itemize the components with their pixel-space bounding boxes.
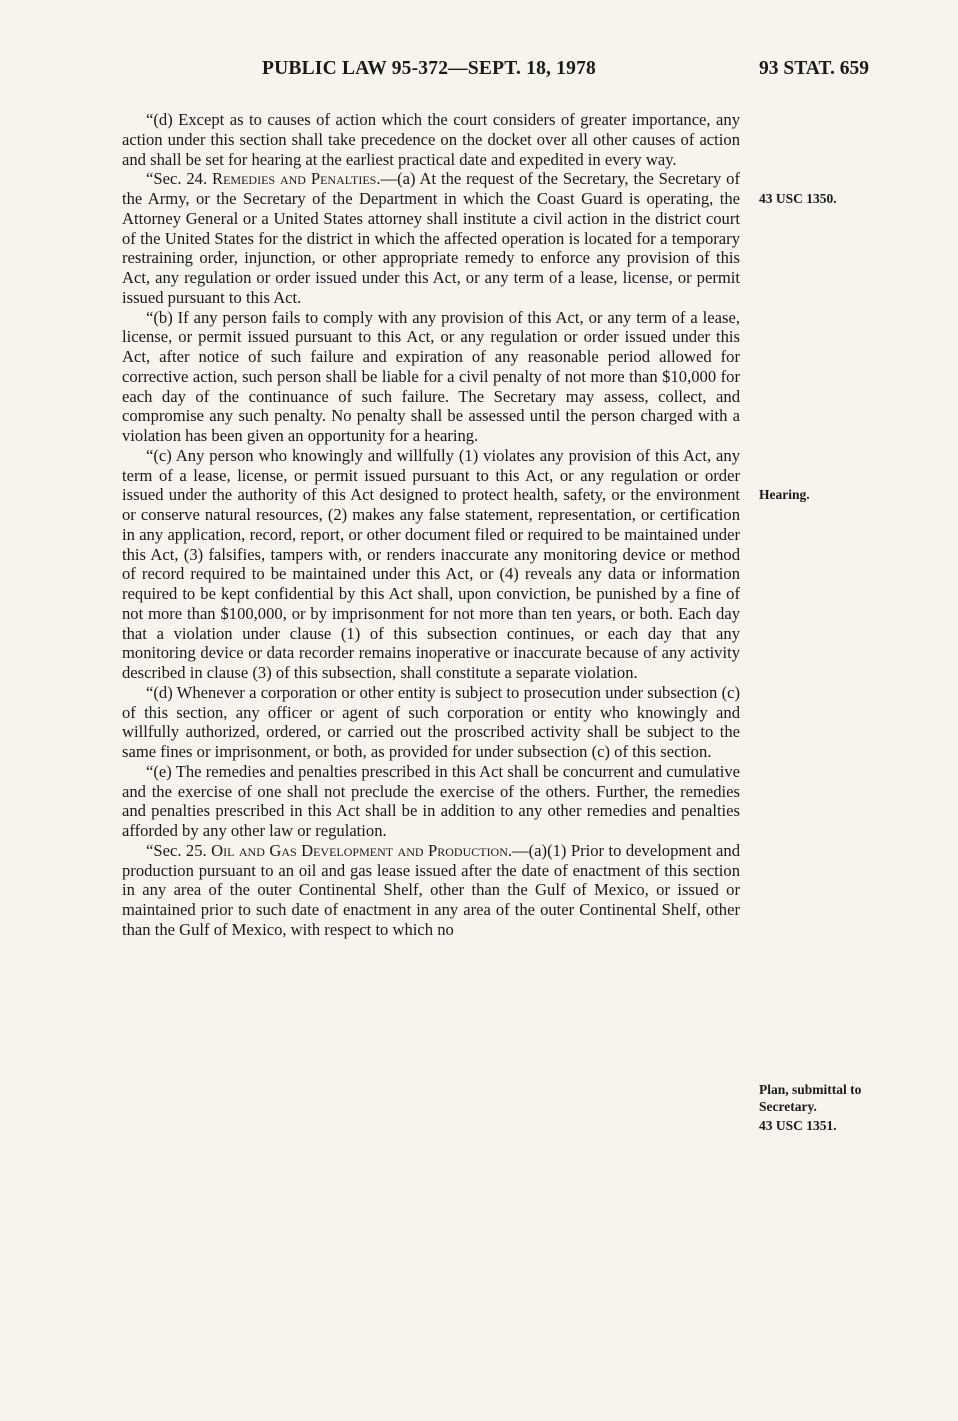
margin-note-43-usc-1350: 43 USC 1350. bbox=[759, 191, 837, 206]
margin-note-hearing: Hearing. bbox=[759, 487, 810, 502]
section-24 bbox=[122, 169, 740, 307]
paragraph-d-precedence: “(d) Except as to causes of action which the court considers of greater importance, any action under this section shall take precedence on the docket over all other causes of action and shall be set for hearing at the earliest practical date and expedited in every way. bbox=[122, 110, 740, 169]
section-25-heading: Oil and Gas Development and Production bbox=[211, 840, 508, 860]
section-25-subsection-a: .—(a)(1) Prior to development and production pursuant to an oil and gas lease issued after the date of enactment of this section in any area of the outer Continental Shelf, other than the Gulf of Mexico, or issued or maintained prior to such date of enactment in any area of the outer Continental Shelf, other than the Gulf of Mexico, with respect to which no bbox=[122, 840, 740, 939]
law-text bbox=[122, 110, 740, 940]
section-24-number: “Sec. 24. bbox=[146, 169, 213, 189]
paragraph-d-corporate-liability: “(d) Whenever a corporation or other entity is subject to prosecution under subsection (c) of this section, any officer or agent of such corporation or entity who knowingly and willfully authorized, ordered, or carried out the proscribed activity shall be subject to the same fines or imprisonment, or both, as provided for under subsection (c) of this section. bbox=[122, 682, 740, 761]
law-title: PUBLIC LAW 95-372—SEPT. 18, 1978 bbox=[262, 58, 596, 79]
section-25 bbox=[122, 841, 740, 940]
paragraph-c-criminal-penalty: “(c) Any person who knowingly and willfully (1) violates any provision of this Act, any term of a lease, license, or permit issued pursuant to this Act, or any regulation or order issued under the authority of this Act designed to protect health, safety, or the environment or conserve natural resources, (2) makes any false statement, representation, or certification in any application, record, report, or other document filed or required to be maintained under this Act, (3) falsifies, tampers with, or renders inaccurate any monitoring device or method of record required to be maintained under this Act, or (4) reveals any data or information required to be kept confidential by this Act shall, upon conviction, be punished by a fine of not more than $100,000, or by imprisonment for not more than ten years, or both. Each day that a violation under clause (1) of this subsection continues, or each day that any monitoring device or data recorder remains inoperative or inaccurate because of any activity described in clause (3) of this subsection, shall constitute a separate violation. bbox=[122, 445, 740, 682]
paragraph-b-civil-penalty: “(b) If any person fails to comply with any provision of this Act, or any term of a lease, license, or permit issued pursuant to this Act, or any regulation or order issued under this Act, after notice of such failure and expiration of any reasonable period allowed for corrective action, such person shall be liable for a civil penalty of not more than $10,000 for each day of the continuance of such failure. The Secretary may assess, collect, and compromise any such penalty. No penalty shall be assessed until the person charged with a violation has been given an opportunity for a hearing. bbox=[122, 307, 740, 445]
section-25-number: “Sec. 25. bbox=[146, 840, 212, 860]
section-24-heading: Remedies and Penalties bbox=[212, 169, 377, 189]
statute-page-ref: 93 STAT. 659 bbox=[759, 58, 869, 79]
margin-note-plan-line-1: Plan, submittal to bbox=[759, 1082, 862, 1097]
page-header bbox=[0, 58, 958, 88]
section-24-subsection-a: .—(a) At the request of the Secretary, the Secretary of the Army, or the Secretary of the Department in which the Coast Guard is operating, the Attorney General or a United States attorney shall institute a civil action in the district court of the United States for the district in which the affected operation is located for a temporary restraining order, injunction, or other appropriate remedy to enforce any provision of this Act, any regulation or order issued under this Act, or any term of a lease, license, or permit issued pursuant to this Act. bbox=[122, 169, 740, 307]
margin-note-plan-line-2: Secretary. bbox=[759, 1099, 817, 1114]
margin-note-43-usc-1351: 43 USC 1351. bbox=[759, 1118, 837, 1133]
paragraph-e-cumulative-remedies: “(e) The remedies and penalties prescribed in this Act shall be concurrent and cumulative and the exercise of one shall not preclude the exercise of the others. Further, the remedies and penalties prescribed in this Act shall be in addition to any other remedies and penalties afforded by any other law or regulation. bbox=[122, 761, 740, 840]
margin-note-plan-submittal bbox=[759, 1081, 949, 1134]
